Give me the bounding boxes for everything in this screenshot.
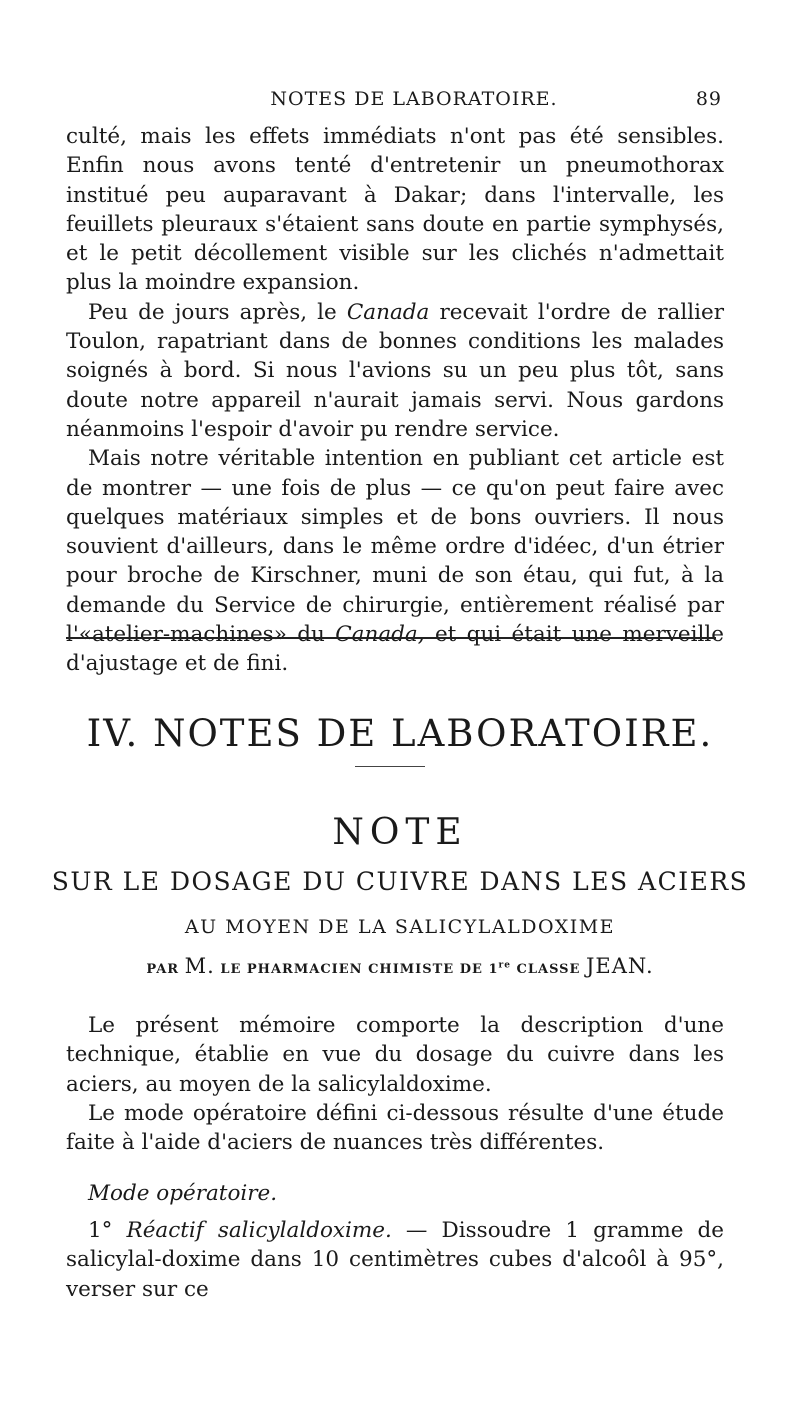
text: — Dissoudre 1 gramme de salicylal-doxime dans 10 centimètres cubes d'alcoôl à 95°, verser sur ce	[66, 1218, 724, 1302]
ship-name: Canada,	[335, 622, 425, 648]
text: recevait l'ordre de rallier Toulon, rapatriant dans de bonnes conditions les malades soignés à bord. Si nous l'avions su un peu plus tôt, sans doute notre appareil n'aurait jamais servi. Nous gardons néanmoins l'espoir d'avoir pu rendre service.	[66, 299, 724, 442]
text: Mais notre véritable intention en publiant cet article est de montrer — une fois de plus — ce qu'on peut faire avec quelques matériaux simples et de bons ouvriers. Il nous souvient d'ailleurs, dans le même ordre d'idéec, d'un étrier pour broche de Kirschner, muni de son étau, qui fut, à la demande du Service de chirurgie, entièrement réalisé par l'«atelier-machines» du	[66, 446, 724, 648]
byline-text: PAR	[146, 962, 185, 977]
reagent-label: Réactif salicylaldoxime.	[126, 1218, 392, 1243]
paragraph-canada-order	[66, 298, 724, 444]
line: s'étaient sans doute en partie symphysés, et le petit décollement	[66, 211, 724, 267]
line: visible sur les clichés n'admettait plus la moindre expansion.	[66, 241, 724, 296]
line: culté, mais les effets immédiats n'ont pas été sensibles. Enfin	[66, 124, 724, 179]
note-subtitle-2: AU MOYEN DE LA SALICYLALDOXIME	[184, 916, 616, 938]
mode-operatoire-heading: Mode opératoire.	[88, 1181, 278, 1206]
continued-text	[66, 122, 724, 679]
byline-text: LE PHARMACIEN CHIMISTE DE 1	[214, 962, 499, 977]
short-divider	[355, 766, 425, 767]
byline-sup: re	[498, 960, 511, 971]
line: auparavant à Dakar; dans l'intervalle, les feuillets pleuraux	[66, 182, 724, 237]
ship-name: Canada	[346, 299, 430, 325]
running-title: NOTES DE LABORATOIRE.	[270, 88, 558, 110]
page-number: 89	[695, 88, 722, 110]
line: nous avons tenté d'entretenir un pneumothorax institué peu	[66, 153, 724, 208]
paragraph-reagent	[66, 1216, 724, 1304]
section-title: IV. NOTES DE LABORATOIRE.	[86, 712, 714, 755]
paragraph-intro: Le présent mémoire comporte la description d'une technique, établie en vue du dosage du cuivre dans les aciers, au moyen de la salicylaldoxime.	[66, 1013, 724, 1097]
running-head	[66, 88, 722, 110]
paragraph-continued	[66, 122, 724, 298]
procedure-text	[66, 1216, 724, 1304]
step-number: 1°	[88, 1218, 127, 1243]
paragraph-method: Le mode opératoire défini ci-dessous résulte d'une étude faite à l'aide d'aciers de nuances très différentes.	[66, 1100, 724, 1156]
author-byline	[0, 954, 800, 978]
text: Peu de jours après, le	[88, 299, 347, 325]
paragraph-intention	[66, 444, 724, 678]
note-body	[66, 1011, 724, 1157]
note-subtitle: SUR LE DOSAGE DU CUIVRE DANS LES ACIERS	[51, 867, 749, 896]
byline-text: CLASSE	[510, 962, 586, 977]
note-title: NOTE	[332, 812, 468, 853]
author-name: JEAN.	[586, 954, 654, 978]
text: et qui était une merveille d'ajustage et de fini.	[66, 622, 724, 677]
section-divider	[66, 637, 716, 639]
byline-text: M.	[184, 954, 215, 978]
